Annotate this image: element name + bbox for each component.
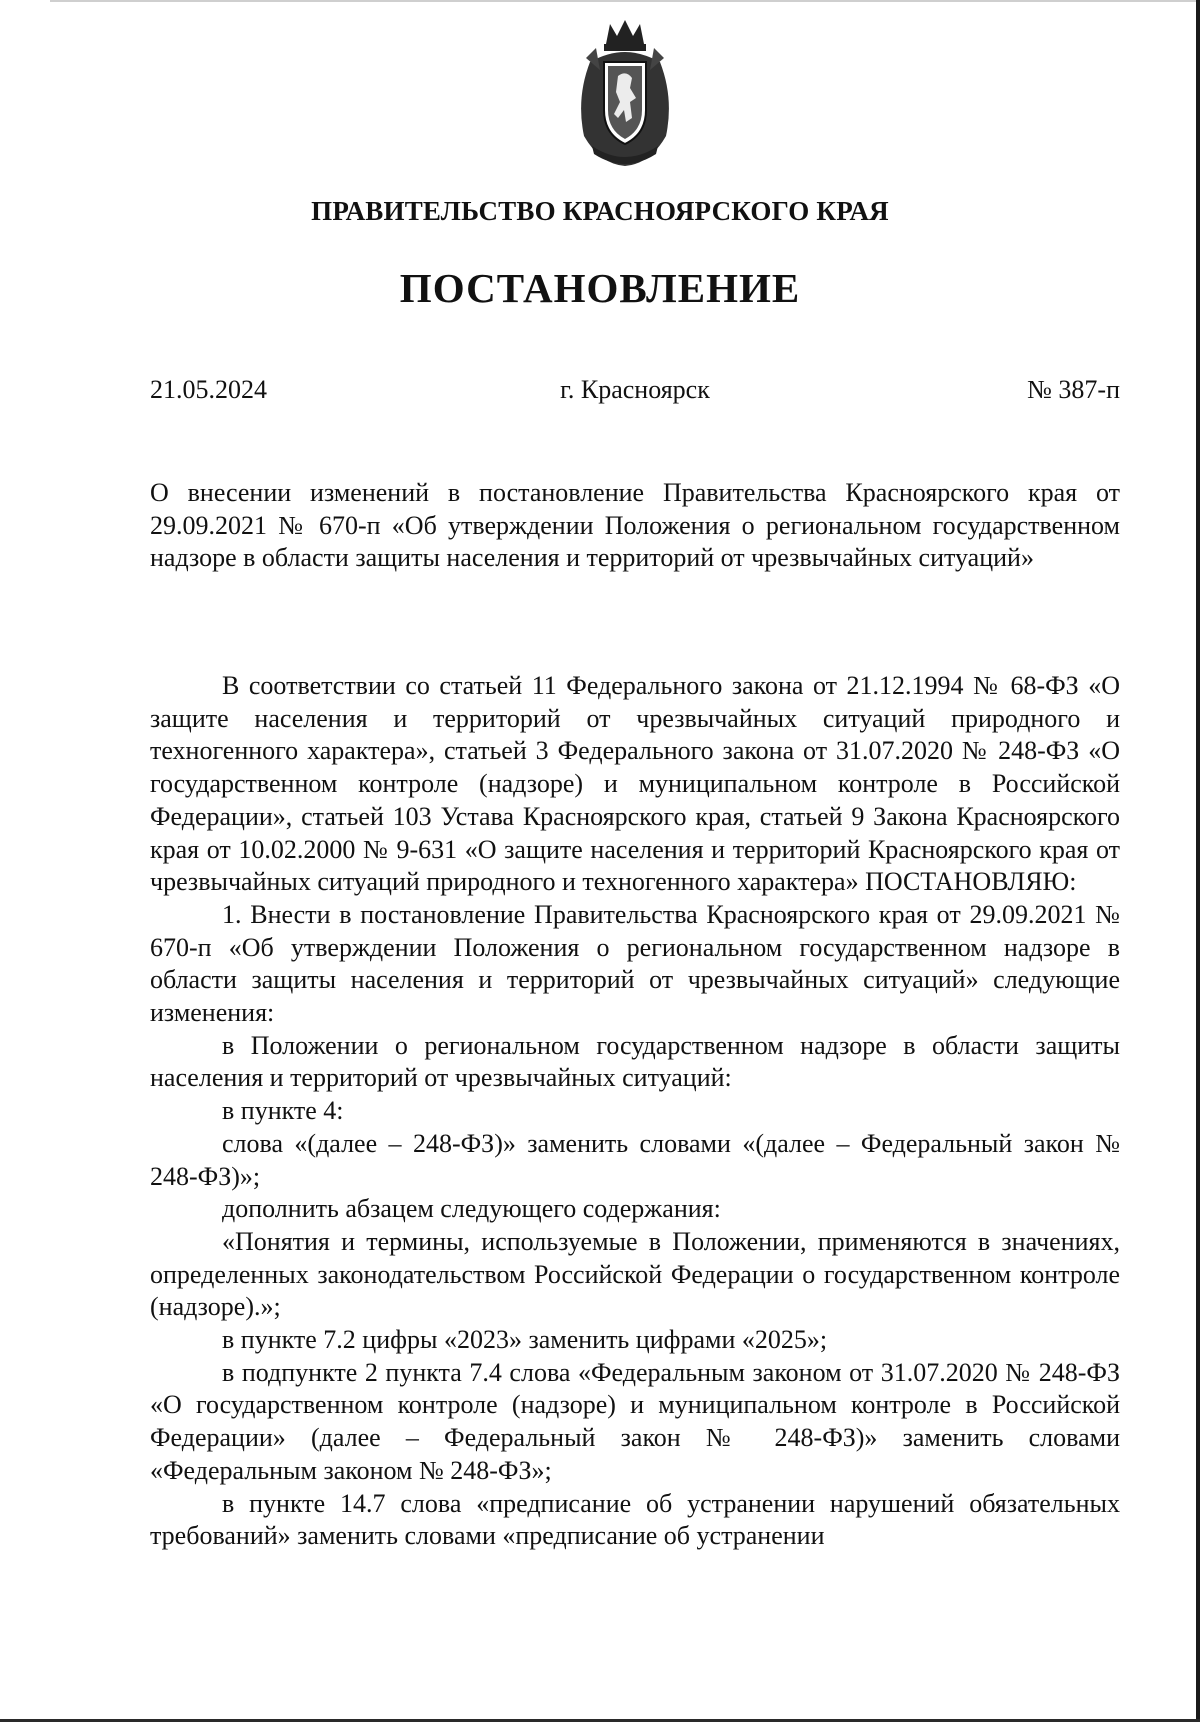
document-body — [150, 670, 1120, 1553]
body-paragraph: дополнить абзацем следующего содержания: — [222, 1194, 721, 1224]
body-paragraph: в пункте 14.7 слова «предписание об устранении нарушений обязательных требований» заменить словами «предписание об устранении — [150, 1488, 1120, 1551]
coat-of-arms-icon — [570, 18, 680, 168]
body-paragraph: в подпункте 2 пункта 7.4 слова «Федеральным законом от 31.07.2020 № 248-ФЗ «О государственном контроле (надзоре) и муниципальном контроле в Российской Федерации» (далее – Федеральный закон № 248-ФЗ)» заменить словами «Федеральным законом № 248-ФЗ»; — [150, 1357, 1120, 1485]
body-paragraph: слова «(далее – 248-ФЗ)» заменить словами «(далее – Федеральный закон № 248-ФЗ)»; — [150, 1128, 1120, 1191]
organization-title: ПРАВИТЕЛЬСТВО КРАСНОЯРСКОГО КРАЯ — [311, 196, 889, 226]
body-paragraph: в Положении о региональном государственном надзоре в области защиты населения и территорий от чрезвычайных ситуаций: — [150, 1030, 1120, 1093]
body-paragraph: в пункте 7.2 цифры «2023» заменить цифрами «2025»; — [222, 1325, 828, 1355]
scan-edge-right — [1196, 0, 1200, 1722]
document-meta-row — [150, 375, 1120, 409]
document-date: 21.05.2024 — [150, 375, 267, 404]
document-type-heading: ПОСТАНОВЛЕНИЕ — [399, 265, 801, 311]
body-paragraph-item-1: 1. Внести в постановление Правительства Красноярского края от 29.09.2021 № 670-п «Об утверждении Положения о региональном государственном надзоре в области защиты населения и территорий от чрезвычайных ситуаций» следующие изменения: — [150, 899, 1120, 1028]
document-number: № 387-п — [1027, 375, 1120, 404]
body-paragraph-preamble: В соответствии со статьей 11 Федерального закона от 21.12.1994 № 68-ФЗ «О защите населения и территорий от чрезвычайных ситуаций природного и техногенного характера», статьей 3 Федерального закона от 31.07.2020 № 248-ФЗ «О государственном контроле (надзоре) и муниципальном контроле в Российской Федерации», статьей 103 Устава Красноярского края, статьей 9 Закона Красноярского края от 10.02.2000 № 9-631 «О защите населения и территорий Красноярского края от чрезвычайных ситуаций природного и техногенного характера» ПОСТАНОВЛЯЮ: — [150, 671, 1120, 897]
body-paragraph: в пункте 4: — [222, 1096, 344, 1126]
subject-text: О внесении изменений в постановление Правительства Красноярского края от 29.09.2021 № 670-п «Об утверждении Положения о региональном государственном надзоре в области защиты населения и территорий от чрезвычайных ситуаций» — [150, 478, 1120, 573]
scan-edge-top — [50, 0, 1200, 2]
document-subject — [150, 477, 1120, 575]
body-paragraph-quote: «Понятия и термины, используемые в Положении, применяются в значениях, определенных законодательством Российской Федерации о государственном контроле (надзоре).»; — [150, 1226, 1120, 1322]
document-city: г. Красноярск — [560, 375, 710, 404]
